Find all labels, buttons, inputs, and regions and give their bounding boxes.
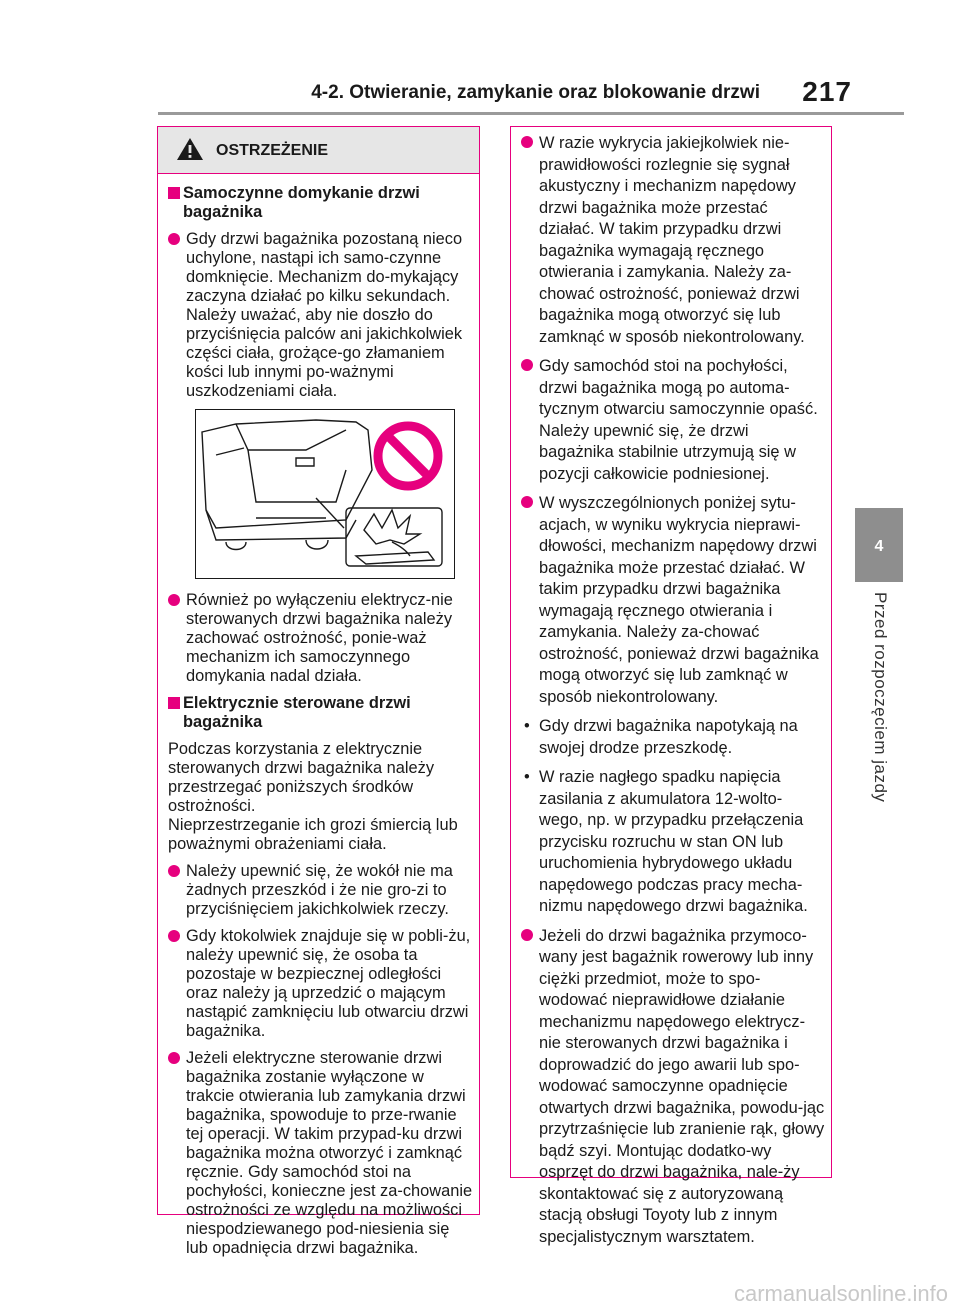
bullet-item: Gdy ktokolwiek znajduje się w pobli-żu, należy upewnić się, że osoba ta pozostaje w bezpiecznej odległości oraz należy ją uprzedzić o mającym nastąpić zamknięciu lub otwarciu drzwi bagażnika. bbox=[168, 927, 473, 1041]
header-rule bbox=[158, 112, 904, 115]
chapter-title: Przed rozpoczęciem jazdy bbox=[871, 592, 890, 803]
intro-paragraph: Podczas korzystania z elektrycznie sterowanych drzwi bagażnika należy przestrzegać poniższych środków ostrożności. Nieprzestrzeganie ich grozi śmiercią lub poważnymi obrażeniami ciała. bbox=[168, 740, 458, 853]
chapter-number: 4 bbox=[874, 538, 884, 555]
bullet-item: W razie wykrycia jakiejkolwiek nie-prawidłowości rozlegnie się sygnał akustyczny i mechanizm napędowy drzwi bagażnika może przestać działać. W takim przypadku drzwi bagażnika wymagają ręcznego otwierania i zamykania. Należy za-chować ostrożność, ponieważ drzwi bagażnika mogą otworzyć się lub zamknąć w sposób niekontrolowany. bbox=[521, 133, 825, 348]
section-title: 4-2. Otwieranie, zamykanie oraz blokowanie drzwi bbox=[311, 82, 760, 103]
warning-box bbox=[157, 126, 480, 1257]
warning-content bbox=[158, 174, 479, 1258]
section-heading: Elektrycznie sterowane drzwi bagażnika bbox=[168, 694, 473, 732]
section-heading: Samoczynne domykanie drzwi bagażnika bbox=[168, 184, 473, 222]
sub-item: • Gdy drzwi bagażnika napotykają na swojej drodze przeszkodę. bbox=[521, 716, 825, 759]
warning-title: OSTRZEŻENIE bbox=[216, 142, 329, 159]
warning-continuation-box bbox=[510, 126, 832, 1246]
bullet-item: Jeżeli elektryczne sterowanie drzwi bagażnika zostanie wyłączone w trakcie otwierania lub zamykania drzwi bagażnika, spowoduje to prze-rwanie tej operacji. W takim przypad-ku drzwi bagażnika można otworzyć i zamknąć ręcznie. Gdy samochód stoi na pochyłości, konieczne jest za-chowanie ostrożności ze względu na możliwości niespodziewanego pod-niesienia się lub opadnięcia drzwi bagażnika. bbox=[168, 1049, 473, 1258]
bullet-item: W wyszczególnionych poniżej sytu-acjach, w wyniku wykrycia nieprawi-dłowości, mechanizm napędowy drzwi bagażnika może przestać działać. W takim przypadku drzwi bagażnika wymagają ręcznego otwierania i zamykania. Należy za-chować ostrożność, ponieważ drzwi bagażnika mogą otworzyć się lub zamknąć w sposób niekontrolowany. bbox=[521, 493, 825, 708]
chapter-tab bbox=[855, 508, 903, 582]
bullet-item: Gdy samochód stoi na pochyłości, drzwi bagażnika mogą po automa-tycznym otwarciu samoczynnie opaść. Należy upewnić się, że drzwi bagażnika stabilnie utrzymują się w pozycji całkowicie podniesionej. bbox=[521, 356, 825, 485]
warning-header bbox=[158, 127, 479, 174]
bullet-item: Gdy drzwi bagażnika pozostaną nieco uchylone, nastąpi ich samo-czynne domknięcie. Mechanizm do-mykający zaczyna działać po kilku sekundach. Należy uważać, aby nie doszło do przyciśnięcia palców ani jakichkolwiek części ciała, grożące-go złamaniem kości lub innymi po-ważnymi uszkodzeniami ciała. bbox=[168, 230, 473, 401]
sub-item: • W razie nagłego spadku napięcia zasilania z akumulatora 12-wolto-wego, np. w przypadku przełączenia przycisku rozruchu w stan ON lub uruchomienia hybrydowego układu napędowego podczas pracy mecha-nizmu napędowego drzwi bagażnika. bbox=[521, 767, 825, 918]
bullet-item: Również po wyłączeniu elektrycz-nie sterowanych drzwi bagażnika należy zachować ostrożność, ponie-waż mechanizm ich samoczynnego domykania nadal działa. bbox=[168, 591, 473, 686]
bullet-item: Jeżeli do drzwi bagażnika przymoco-wany jest bagażnik rowerowy lub inny ciężki przedmiot, może to spo-wodować nieprawidłowe działanie mechanizmu napędowego elektrycz-nie sterowanych drzwi bagażnika i doprowadzić do jego awarii lub spo-wodować samoczynne opadnięcie otwartych drzwi bagażnika, powodu-jąc przytrzaśnięcie lub zranienie rąk, głowy bądź szyi. Montując dodatko-wy osprzęt do drzwi bagażnika, nale-ży skontaktować się z autoryzowaną stacją obsługi Toyoty lub z innym specjalistycznym warsztatem. bbox=[521, 926, 825, 1249]
page-header bbox=[0, 0, 960, 120]
warning-triangle-icon bbox=[176, 137, 204, 161]
continuation-content bbox=[511, 127, 831, 1248]
tailgate-closing-hand-image bbox=[196, 410, 454, 578]
page-number: 217 bbox=[802, 76, 852, 107]
bullet-item: Należy upewnić się, że wokół nie ma żadnych przeszkód i że nie gro-zi to przyciśnięciem jakichkolwiek rzeczy. bbox=[168, 862, 473, 919]
watermark: carmanualsonline.info bbox=[733, 1281, 948, 1306]
tailgate-illustration bbox=[195, 409, 455, 579]
